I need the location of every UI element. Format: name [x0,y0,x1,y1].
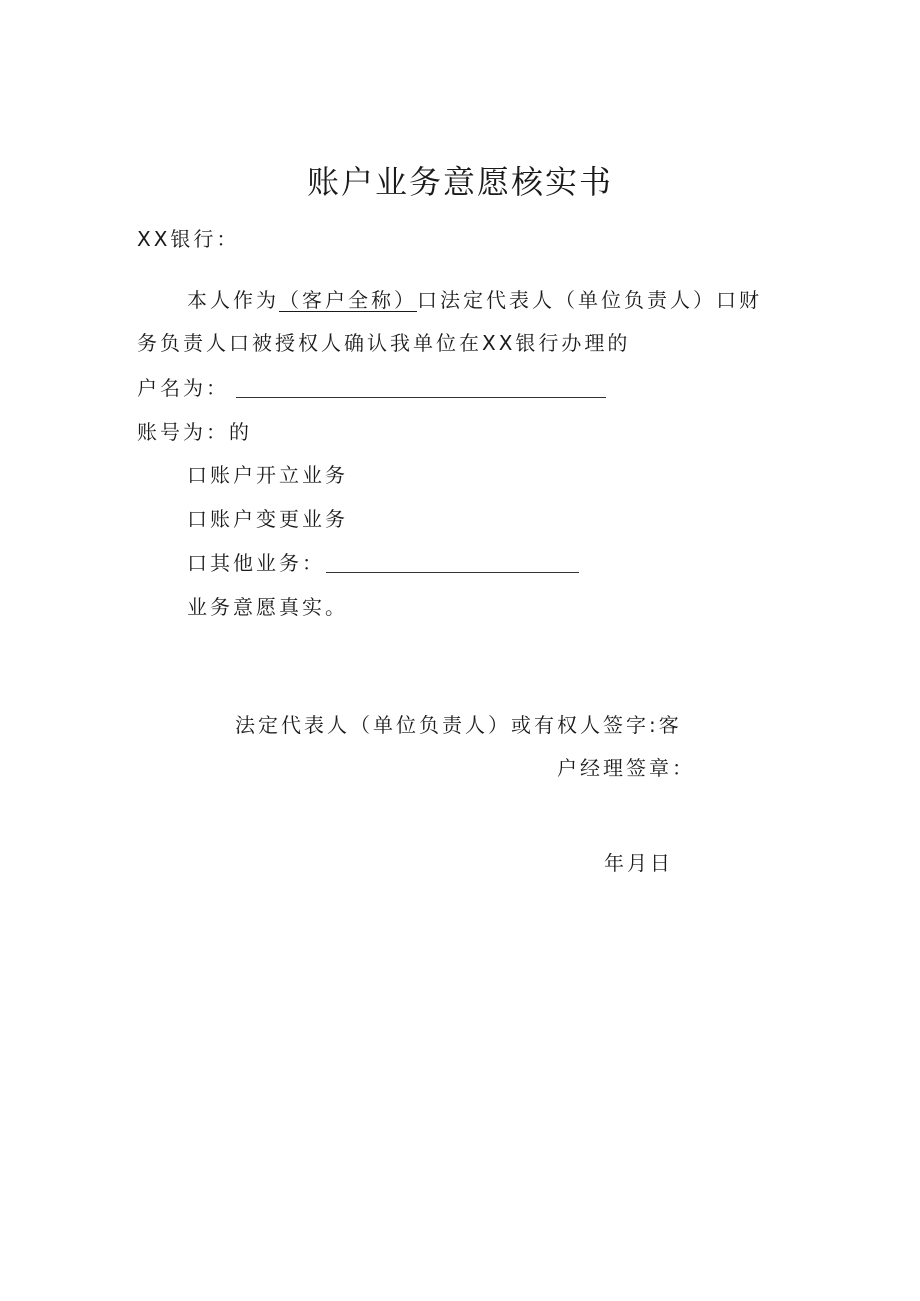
document-title: 账户业务意愿核实书 [306,163,613,201]
account-number-label: 账号为：的 [137,420,252,444]
option-other-business: 口其他业务： [187,551,325,575]
option-account-change: 口账户变更业务 [187,507,348,531]
customer-name-field: （客户全称） [279,288,417,312]
option-account-opening: 口账户开立业务 [187,463,348,487]
account-name-label: 户名为： [137,376,229,400]
paragraph-line-1 [187,290,762,310]
closing-statement: 业务意愿真实。 [187,595,348,619]
salutation: XX银行： [137,227,240,251]
para1-suffix: 口法定代表人（单位负责人）口财 [417,288,762,312]
account-manager-signature: 户经理签章： [557,756,695,780]
legal-representative-signature: 法定代表人（单位负责人）或有权人签字:客 [235,713,682,737]
paragraph-line-2: 务负责人口被授权人确认我单位在XX银行办理的 [137,331,631,355]
para1-prefix: 本人作为 [187,288,279,312]
other-business-blank [326,572,579,573]
date-line: 年月日 [604,851,673,875]
account-name-blank [236,397,606,398]
